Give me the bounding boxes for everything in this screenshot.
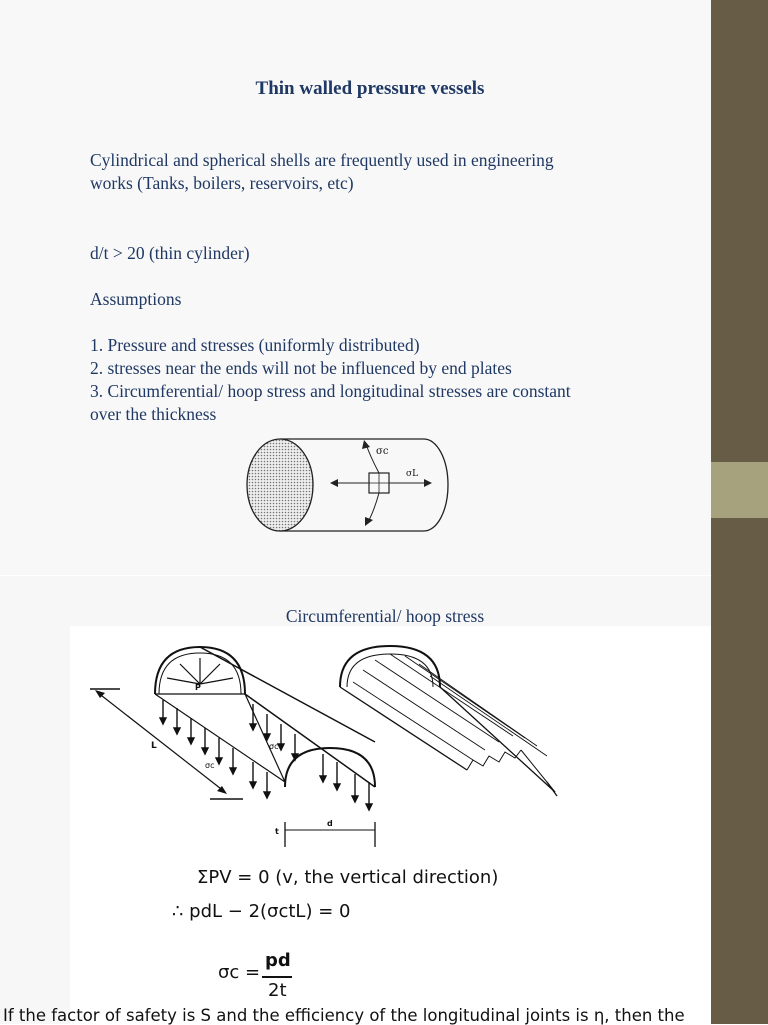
force-balance-equation: ∴ pdL − 2(σctL) = 0: [172, 901, 351, 922]
hoop-stress-denominator: 2t: [268, 980, 287, 1001]
assumptions-heading: Assumptions: [90, 289, 182, 309]
length-label: L: [151, 741, 157, 751]
fraction-bar: [262, 976, 292, 978]
intro-line-1: Cylindrical and spherical shells are frequently used in engineering: [90, 150, 554, 170]
sigma-c-label-2: σc: [205, 761, 215, 770]
sigma-c-label-1: σc: [269, 742, 279, 751]
section-title: Circumferential/ hoop stress: [285, 606, 485, 626]
assumption-3: 3. Circumferential/ hoop stress and longitudinal stresses are constant: [90, 381, 571, 401]
hoop-stress-numerator: pd: [265, 950, 291, 971]
vertical-equilibrium-equation: ΣPV = 0 (v, the vertical direction): [197, 867, 499, 888]
slide-title: Thin walled pressure vessels: [255, 78, 485, 99]
thin-cylinder-ratio: d/t > 20 (thin cylinder): [90, 243, 250, 263]
sigma-l-label: σL: [406, 469, 419, 479]
cylinder-stress-figure: [242, 436, 452, 536]
pressure-label: P: [195, 683, 201, 692]
diameter-label: d: [327, 819, 333, 828]
thickness-label: t: [275, 827, 279, 836]
assumption-3-cont: over the thickness: [90, 404, 217, 424]
assumption-1: 1. Pressure and stresses (uniformly distributed): [90, 335, 420, 355]
sigma-c-label: σc: [376, 446, 389, 457]
bottom-text: If the factor of safety is S and the efficiency of the longitudinal joints is η, then the: [3, 1006, 685, 1025]
hoop-stress-figure: [85, 642, 575, 862]
intro-line-2: works (Tanks, boilers, reservoirs, etc): [90, 173, 354, 193]
hoop-stress-lhs: σc =: [218, 962, 261, 983]
sidebar-tab: [711, 462, 768, 518]
assumption-2: 2. stresses near the ends will not be influenced by end plates: [90, 358, 512, 378]
